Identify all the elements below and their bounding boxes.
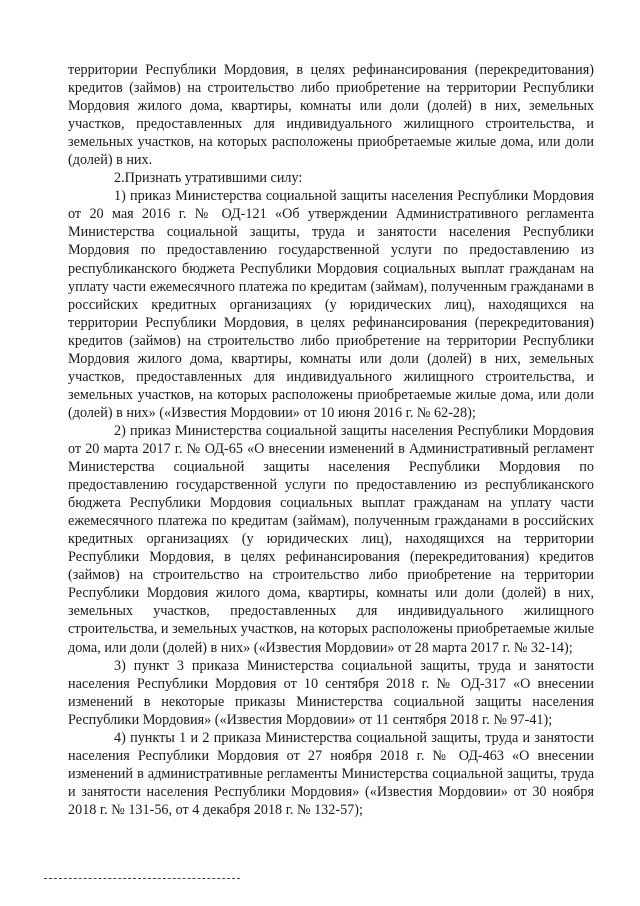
paragraph-subitem-2: 2) приказ Министерства социальной защиты населения Республики Мордовия от 20 марта 2017 г. № ОД-65 «О внесении изменений в Административный регламент Министерства социальной защиты населения Республики Мордовия по предоставлению государственной услуги по предоставлению из республиканского бюджета Республики Мордовия социальных выплат гражданам на уплату части ежемесячного платежа по кредитам (займам), полученным гражданами в российских кредитных организациях (у юридических лиц), находящихся на территории Республики Мордовия, в целях рефинансирования (перекредитования) кредитов (займов) на строительство на строительство либо приобретение на территории Республики Мордовия жилого дома, квартиры, комнаты или доли (долей) в них, земельных участков, предоставленных для индивидуального жилищного строительства, и земельных участков, на которых расположены приобретаемые жилые дома, или доли (долей) в них» («Известия Мордовии» от 28 марта 2017 г. № 32-14); <box>68 422 594 656</box>
paragraph-subitem-4: 4) пункты 1 и 2 приказа Министерства социальной защиты, труда и занятости населения Республики Мордовия от 27 ноября 2018 г. № ОД-463 «О внесении изменений в административные регламенты Министерства социальной защиты, труда и занятости населения Республики Мордовия» («Известия Мордовии» от 30 ноября 2018 г. № 131-56, от 4 декабря 2018 г. № 132-57); <box>68 729 594 818</box>
document-body <box>68 61 594 819</box>
paragraph-item-2-heading: 2.Признать утратившими силу: <box>114 170 303 187</box>
footnote-separator-line <box>44 878 240 879</box>
paragraph-continuation: территории Республики Мордовия, в целях рефинансирования (перекредитования) кредитов (займов) на строительство либо приобретение на территории Республики Мордовия жилого дома, квартиры, комнаты или доли (долей) в них, земельных участков, предоставленных для индивидуального жилищного строительства, и земельных участков, на которых расположены приобретаемые жилые дома, или доли (долей) в них. <box>68 62 594 169</box>
paragraph-subitem-1: 1) приказ Министерства социальной защиты населения Республики Мордовия от 20 мая 2016 г. № ОД-121 «Об утверждении Административного регламента Министерства социальной защиты, труда и занятости населения Республики Мордовия по предоставлению государственной услуги по предоставлению из республиканского бюджета Республики Мордовия социальных выплат гражданам на уплату части ежемесячного платежа по кредитам (займам), полученным гражданами в российских кредитных организациях (у юридических лиц), находящихся на территории Республики Мордовия, в целях рефинансирования (перекредитования) кредитов (займов) на строительство либо приобретение на территории Республики Мордовия жилого дома, квартиры, комнаты или доли (долей) в них, земельных участков, предоставленных для индивидуального жилищного строительства, и земельных участков, на которых расположены приобретаемые жилые дома, или доли (долей) в них» («Известия Мордовии» от 10 июня 2016 г. № 62-28); <box>68 188 594 421</box>
paragraph-subitem-3: 3) пункт 3 приказа Министерства социальной защиты, труда и занятости населения Республики Мордовия от 10 сентября 2018 г. № ОД-317 «О внесении изменений в некоторые приказы Министерства социальной защиты населения Республики Мордовия» («Известия Мордовии» от 11 сентября 2018 г. № 97-41); <box>68 657 594 728</box>
